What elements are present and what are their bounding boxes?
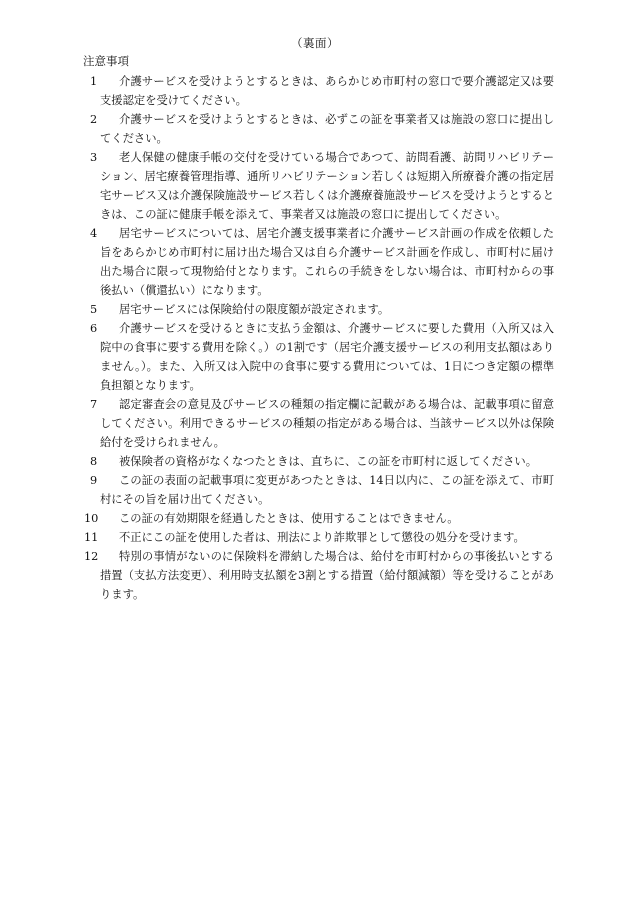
item-number: 6 xyxy=(90,322,98,335)
item-text: 介護サービスを受けようとするときは、必ずこの証を事業者又は施設の窓口に提出してください。 xyxy=(100,113,554,145)
item-number: 7 xyxy=(90,398,98,411)
section-title: 注意事項 xyxy=(83,54,129,68)
item-number: 1 xyxy=(90,75,98,88)
item-text: 特別の事情がないのに保険料を滞納した場合は、給付を市町村からの事後払いとする措置（支払方法変更）、利用時支払額を3割とする措置（給付額減額）等を受けることがあります。 xyxy=(100,550,554,601)
item-number: 10 xyxy=(84,512,99,525)
item-text: 認定審査会の意見及びサービスの種類の指定欄に記載がある場合は、記載事項に留意してください。利用できるサービスの種類の指定がある場合は、当該サービス以外は保険給付を受けられません。 xyxy=(100,398,554,449)
notes-list xyxy=(84,72,554,604)
list-item xyxy=(84,528,554,547)
item-text: この証の表面の記載事項に変更があつたときは、14日以内に、この証を添えて、市町村にその旨を届け出てください。 xyxy=(100,474,554,506)
list-item xyxy=(84,110,554,148)
item-text: 介護サービスを受けるときに支払う金額は、介護サービスに要した費用（入所又は入院中の食事に要する費用を除く。）の1割です（居宅介護支援サービスの利用支払額はありません。）。また、入所又は入院中の食事に要する費用については、1日につき定額の標準負担額となります。 xyxy=(100,322,554,392)
item-number: 4 xyxy=(90,227,98,240)
item-number: 5 xyxy=(90,303,98,316)
item-text: 老人保健の健康手帳の交付を受けている場合であつて、訪問看護、訪問リハビリテーション、居宅療養管理指導、通所リハビリテーション若しくは短期入所療養介護の指定居宅サービス又は介護保険施設サービス若しくは介護療養施設サービスを受けようとするときは、この証に健康手帳を添えて、事業者又は施設の窓口に提出してください。 xyxy=(100,151,554,221)
item-number: 11 xyxy=(84,531,99,544)
list-item xyxy=(84,452,554,471)
item-text: 居宅サービスについては、居宅介護支援事業者に介護サービス計画の作成を依頼した旨をあらかじめ市町村に届け出た場合又は自ら介護サービス計画を作成し、市町村に届け出た場合に限って現物給付となります。これらの手続きをしない場合は、市町村からの事後払い（償還払い）になります。 xyxy=(100,227,554,297)
item-number: 8 xyxy=(90,455,98,468)
list-item xyxy=(84,395,554,452)
list-item xyxy=(84,300,554,319)
list-item xyxy=(84,509,554,528)
list-item xyxy=(84,319,554,395)
item-text: 不正にこの証を使用した者は、刑法により詐欺罪として懲役の処分を受けます。 xyxy=(119,531,525,544)
item-text: 介護サービスを受けようとするときは、あらかじめ市町村の窓口で要介護認定又は要支援認定を受けてください。 xyxy=(100,75,554,107)
list-item xyxy=(84,471,554,509)
list-item xyxy=(84,224,554,300)
item-text: この証の有効期限を経過したときは、使用することはできません。 xyxy=(119,512,459,525)
item-number: 2 xyxy=(90,113,98,126)
list-item xyxy=(84,72,554,110)
item-text: 被保険者の資格がなくなつたときは、直ちに、この証を市町村に返してください。 xyxy=(119,455,537,468)
item-number: 9 xyxy=(90,474,98,487)
item-number: 3 xyxy=(90,151,98,164)
list-item xyxy=(84,148,554,224)
list-item xyxy=(84,547,554,604)
page-heading: （裏面） xyxy=(291,36,339,50)
item-number: 12 xyxy=(84,550,99,563)
item-text: 居宅サービスには保険給付の限度額が設定されます。 xyxy=(119,303,390,316)
